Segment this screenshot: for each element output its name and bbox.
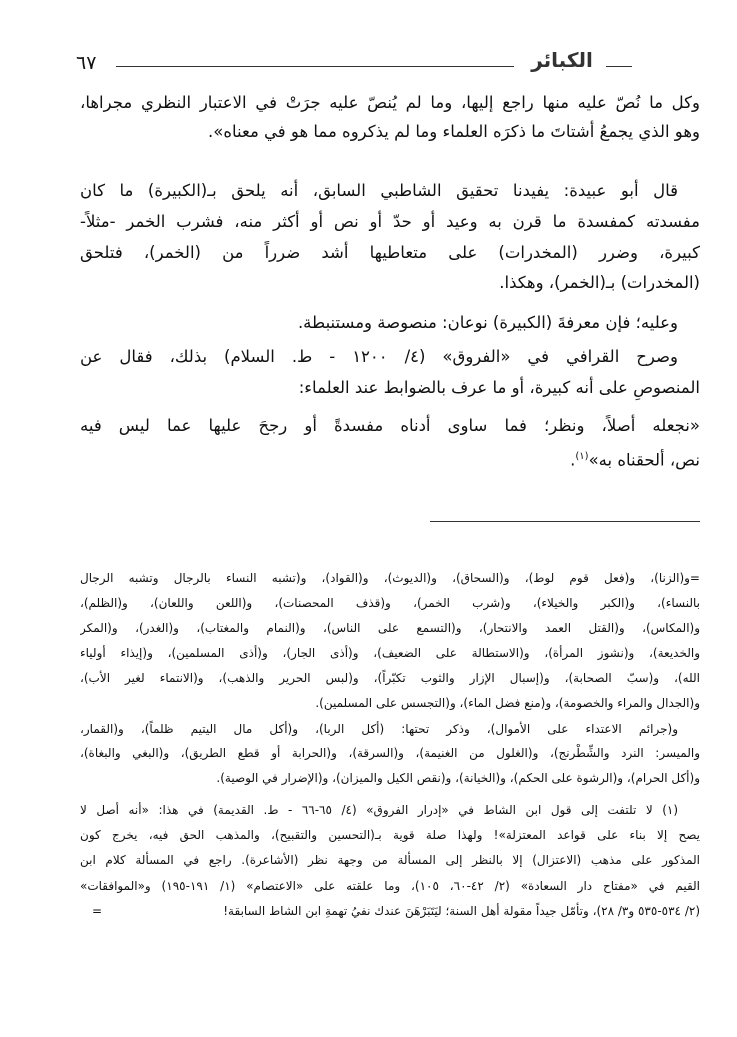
body-line: كبيرة، وضرر (المخدرات) على متعاطيها أشد ضرراً من (الخمر)، فتلحق [80,243,700,262]
footnote-line: و(المكاس)، و(القتل العمد والانتحار)، و(التسمع على الناس)، و(النمام والمغتاب)، و(الغدر)، و(المكر [80,621,700,635]
quote-text: نص، ألحقناه به» [588,450,700,470]
header-dash [606,66,632,67]
body-line: وصرح القرافي في «الفروق» (٤/ ١٢٠٠ - ط. السلام) بذلك، فقال عن [80,347,678,366]
body-line: وعليه؛ فإن معرفةَ (الكبيرة) نوعان: منصوصة ومستنبطة. [297,313,678,332]
running-title: الكبائر [531,48,593,72]
footnote-line: و(الجدال والمراء والخصومة)، و(منع فضل الماء)، و(التجسس على المسلمين). [315,696,700,710]
body-line: وكل ما نُصّ عليه منها راجع إليها، وما لم يُنصّ عليه جرَتْ في الاعتبار النظري مجراها، [80,93,700,112]
body-line: (المخدرات) بـ(الخمر)، وهكذا. [499,273,700,292]
page-number: ٦٧ [76,52,97,74]
body-line: مفسدته كمفسدة ما قرن به وعيد أو حدّ أو نص أو أكثر منه، فشرب الخمر -مثلاً- [80,212,700,231]
body-line: قال أبو عبيدة: يفيدنا تحقيق الشاطبي السابق، أنه يلحق بـ(الكبيرة) ما كان [80,181,678,200]
footnote-line: يصح إلا بناء على قواعد المعتزلة»! ولهذا صلة قوية بـ(التحسين والتقبيح)، والمذهب الحق فيه، يخرج كون [80,828,700,842]
body-line: المنصوصِ على أنه كبيرة، أو ما عرف بالضوابط عند العلماء: [298,378,700,397]
footnote-rule [430,521,700,522]
footnote-line: =و(الزنا)، و(فعل قوم لوط)، و(السحاق)، و(الديوث)، و(القواد)، و(تشبه النساء بالرجال وتشبه الرجال [80,571,700,585]
header-rule [116,66,514,67]
footnote-line: والميسر: النرد والشِّطْرنج)، و(الغلول من الغنيمة)، و(السرقة)، و(الحرابة أو قطع الطريق)، و(البغي والبغاة)، [80,746,700,760]
footnote-line: و(جرائم الاعتداء على الأموال)، وذكر تحتها: (أكل الربا)، و(أكل مال اليتيم ظلماً)، و(القمار، [80,722,678,736]
footnote-line: و(أكل الحرام)، و(الرشوة على الحكم)، و(الخيانة)، و(نقص الكيل والميزان)، و(الإضرار في الوصية). [216,771,700,785]
footnote-line: (١) لا تلتفت إلى قول ابن الشاط في «إدرار الفروق» (٤/ ٦٥-٦٦ - ط. القديمة) في هذا: «أنه أصل لا [80,803,679,817]
footnote-line: الله)، و(سبّ الصحابة)، و(إسبال الإزار والثوب تكبّراً)، و(لبس الحرير والذهب)، و(الانتماء لغير الأب)، [80,671,700,685]
footnote-line: بالنساء)، و(الكبر والخيلاء)، و(شرب الخمر)، و(قذف المحصنات)، و(اللعن واللعان)، و(الظلم)، [80,596,700,610]
period: . [570,450,576,470]
footnote-line: القيم في «مفتاح دار السعادة» (٢/ ٤٢-٦٠، ١٠٥)، وما علقته على «الاعتصام» (١/ ١٩١-١٩٥) و«الموافقات» [80,879,700,893]
footnote-ref[interactable]: (١) [575,451,589,462]
footnote-line: (٢/ ٥٣٤-٥٣٥ و٣/ ٢٨)، وتأمّل جيداً مقولة أهل السنة؛ ليَتَبَرْهَنَ عندك نفيُ تهمةِ ابن الشاط السابقة! [223,904,700,918]
footnote-line: المذكور على مذهب (الاعتزال) إلا بالنظر إلى المسألة من وجهة نظر (الأشاعرة). راجع في المسألة كلام ابن [80,853,700,867]
continuation-mark: = [92,904,103,918]
footnote-line: والخديعة)، و(نشوز المرأة)، و(الاستطالة على الضعيف)، و(أذى الجار)، و(أذى المسلمين)، و(إيذاء أولياء [80,646,700,660]
body-line: وهو الذي يجمعُ أشتاتَ ما ذكرَه العلماء وما لم يذكروه مما هو في معناه». [208,122,700,141]
quote-line [80,444,700,470]
quote-line: «نجعله أصلاً، ونظر؛ فما ساوى أدناه مفسدةً أو رجحَ عليها عما ليس فيه [80,416,700,435]
